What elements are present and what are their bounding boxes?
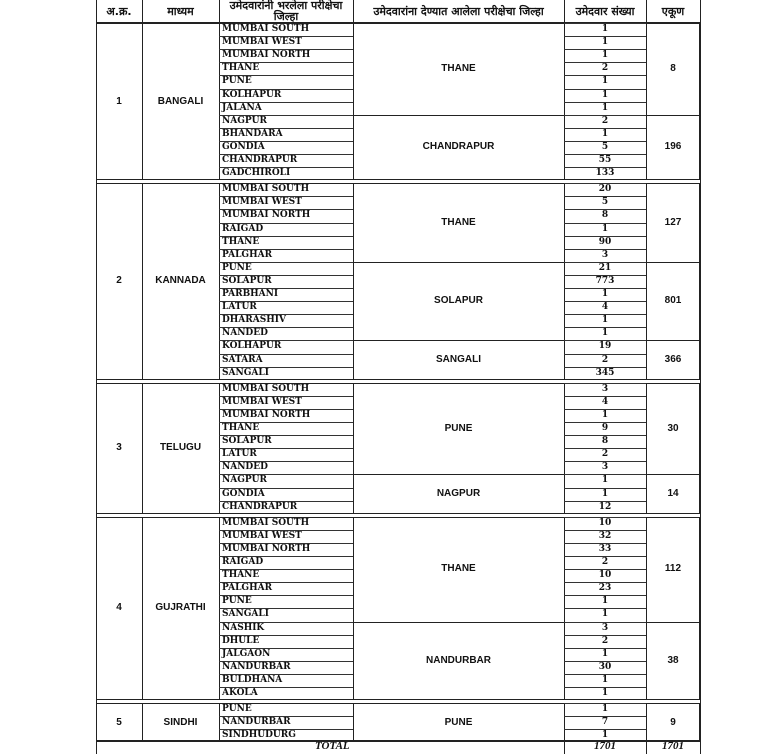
exam-district: SANGALI [436,354,481,366]
exam-district: NAGPUR [436,488,481,500]
candidate-count: 2 [601,63,609,74]
candidate-count: 10 [598,570,612,581]
district-name: PARBHANI [222,289,279,299]
exam-district: THANE [441,216,476,228]
serial-number: 1 [116,95,122,107]
section-total: 8 [670,62,676,74]
district-name: PALGHAR [222,249,273,260]
total-count: 1701 [594,740,616,752]
district-name: RAIGAD [222,223,264,234]
district-name: KOLHAPUR [222,89,282,100]
district-name: THANE [222,570,260,581]
candidate-count: 3 [601,383,609,394]
exam-district: THANE [441,563,476,575]
section-rule [353,474,700,475]
serial-number: 4 [116,602,122,614]
candidate-count: 10 [598,517,612,528]
column-rule [646,23,647,180]
total-label: TOTAL [315,740,350,752]
section-total: 366 [664,354,682,366]
district-name: BHANDARA [222,128,283,139]
district-name: MUMBAI SOUTH [222,517,310,528]
header-divider [564,0,565,22]
district-name: SOLAPUR [222,275,272,286]
column-rule [353,183,354,380]
candidate-count: 2 [601,635,609,646]
candidate-count: 1 [601,609,609,620]
district-name: RAIGAD [222,557,264,567]
candidate-count: 7 [601,717,609,728]
serial-number: 2 [116,275,122,287]
header-divider [646,0,647,22]
header-medium: माध्यम [167,4,194,18]
column-rule [646,183,647,380]
district-name: PALGHAR [222,583,273,594]
candidate-count: 19 [598,341,612,352]
header-exam-district: उमेदवारांना देण्यात आलेला परीक्षेचा जिल्हा [373,4,544,18]
candidate-count: 90 [598,236,612,247]
candidate-count: 4 [601,396,609,407]
medium-name: SINDHI [163,716,198,728]
candidate-count: 1 [601,730,609,741]
header-count: उमेदवार संख्या [575,4,635,18]
header-serial: अ.क्र. [106,4,132,18]
candidate-count: 1 [601,674,609,685]
header-total: एकूण [661,4,685,18]
candidate-count: 1 [601,648,609,659]
serial-number: 3 [116,442,122,454]
candidate-count: 1 [601,223,609,234]
district-name: NANDURBAR [222,661,291,672]
district-name: NANDURBAR [222,717,291,728]
column-rule [219,703,220,742]
candidate-count: 12 [598,501,612,512]
header-divider [353,0,354,22]
candidate-count: 1 [601,50,609,61]
section-total: 14 [667,488,679,500]
candidate-count: 1 [601,24,609,34]
candidate-count: 1 [601,328,609,339]
column-rule [646,517,647,700]
medium-name: BANGALI [157,95,204,107]
exam-district: SOLAPUR [434,295,483,307]
district-name: DHULE [222,635,260,646]
district-name: THANE [222,63,260,74]
section-total: 38 [667,654,679,666]
candidate-count: 2 [601,354,609,365]
section-total: 112 [664,563,682,575]
column-rule [219,183,220,380]
section-total: 196 [664,141,682,153]
district-name: CHANDRAPUR [222,155,298,165]
section-total: 801 [664,295,682,307]
district-name: SANGALI [222,609,269,620]
district-name: MUMBAI WEST [222,530,302,541]
district-name: SATARA [222,354,263,365]
section-total: 9 [670,716,676,728]
header-divider [219,0,220,22]
candidate-count: 33 [598,543,612,554]
candidate-count: 8 [601,210,609,221]
candidate-count: 5 [601,197,609,208]
district-name: GADCHIROLI [222,168,291,179]
candidate-count: 1 [601,704,609,715]
exam-district: PUNE [444,422,473,434]
footer-divider [564,740,565,754]
candidate-count: 1 [601,102,609,113]
district-name: LATUR [222,449,257,460]
candidate-count: 345 [595,367,615,378]
medium-name: TELUGU [159,442,202,454]
frame-right [700,0,701,754]
district-name: PUNE [222,262,252,273]
candidate-count: 1 [601,37,609,48]
candidate-count: 21 [598,262,612,273]
district-name: SANGALI [222,367,269,378]
district-name: JALGAON [222,648,271,659]
district-name: PUNE [222,76,252,87]
candidate-count: 3 [601,462,609,473]
district-name: BULDHANA [222,674,283,685]
grand-total: 1701 [662,740,684,752]
medium-name: GUJRATHI [155,602,206,614]
candidate-count: 5 [601,141,609,152]
medium-name: KANNADA [155,275,206,287]
section-total: 30 [667,422,679,434]
candidate-count: 1 [601,596,609,607]
candidate-count: 1 [601,315,609,326]
district-name: MUMBAI SOUTH [222,24,310,34]
district-name: MUMBAI WEST [222,197,302,208]
candidate-count: 1 [601,488,609,499]
district-name: MUMBAI NORTH [222,409,311,420]
exam-district: CHANDRAPUR [422,141,495,153]
district-name: LATUR [222,302,257,313]
district-name: NANDED [222,462,268,473]
district-name: MUMBAI SOUTH [222,184,310,195]
district-name: CHANDRAPUR [222,501,298,512]
column-rule [353,517,354,700]
candidate-count: 2 [601,449,609,460]
exam-district: NANDURBAR [426,654,491,666]
section-rule [353,622,700,623]
exam-district: PUNE [444,716,473,728]
district-name: MUMBAI NORTH [222,210,311,221]
district-name: NASHIK [222,622,265,633]
candidate-count: 1 [601,409,609,420]
district-name: MUMBAI NORTH [222,543,311,554]
candidate-count: 55 [598,155,612,165]
district-name: SINDHUDURG [222,730,296,741]
footer-divider [646,740,647,754]
candidate-count: 20 [598,184,612,195]
candidate-count: 2 [601,115,609,126]
district-name: THANE [222,423,260,433]
section-rule [353,262,700,263]
district-name: NAGPUR [222,115,267,126]
district-name: PUNE [222,704,252,715]
district-name: MUMBAI WEST [222,396,302,407]
candidate-count: 133 [595,168,615,179]
candidate-count: 1 [601,76,609,87]
district-name: THANE [222,236,260,247]
section-rule [353,340,700,341]
district-name: JALANA [222,102,262,113]
candidate-count: 4 [601,302,609,313]
section-rule [353,115,700,116]
candidate-count: 23 [598,583,612,594]
candidate-count: 3 [601,622,609,633]
district-name: MUMBAI SOUTH [222,383,310,394]
candidate-count: 30 [598,661,612,672]
candidate-count: 1 [601,688,609,698]
candidate-count: 1 [601,89,609,100]
header-divider [142,0,143,22]
section-total: 127 [664,216,682,228]
district-name: PUNE [222,596,252,607]
district-name: DHARASHIV [222,315,286,326]
district-name: SOLAPUR [222,436,272,447]
candidate-count: 32 [598,530,612,541]
header-applied-district: उमेदवारांनी भरलेला परीक्षेचा जिल्हा [229,0,343,23]
candidate-count: 1 [601,128,609,139]
candidate-count: 1 [601,289,609,299]
district-name: NANDED [222,328,268,339]
exam-district: THANE [441,62,476,74]
candidate-count: 8 [601,436,609,447]
candidate-count: 773 [595,275,615,286]
column-rule [353,23,354,180]
serial-number: 5 [116,716,122,728]
district-name: MUMBAI NORTH [222,50,311,61]
district-name: KOLHAPUR [222,341,282,352]
candidate-count: 1 [601,475,609,486]
district-name: AKOLA [222,688,258,698]
district-name: GONDIA [222,488,265,499]
district-name: MUMBAI WEST [222,37,302,48]
candidate-count: 9 [601,423,609,433]
district-name: NAGPUR [222,475,267,486]
candidate-count: 3 [601,249,609,260]
candidate-count: 2 [601,557,609,567]
district-name: GONDIA [222,141,265,152]
